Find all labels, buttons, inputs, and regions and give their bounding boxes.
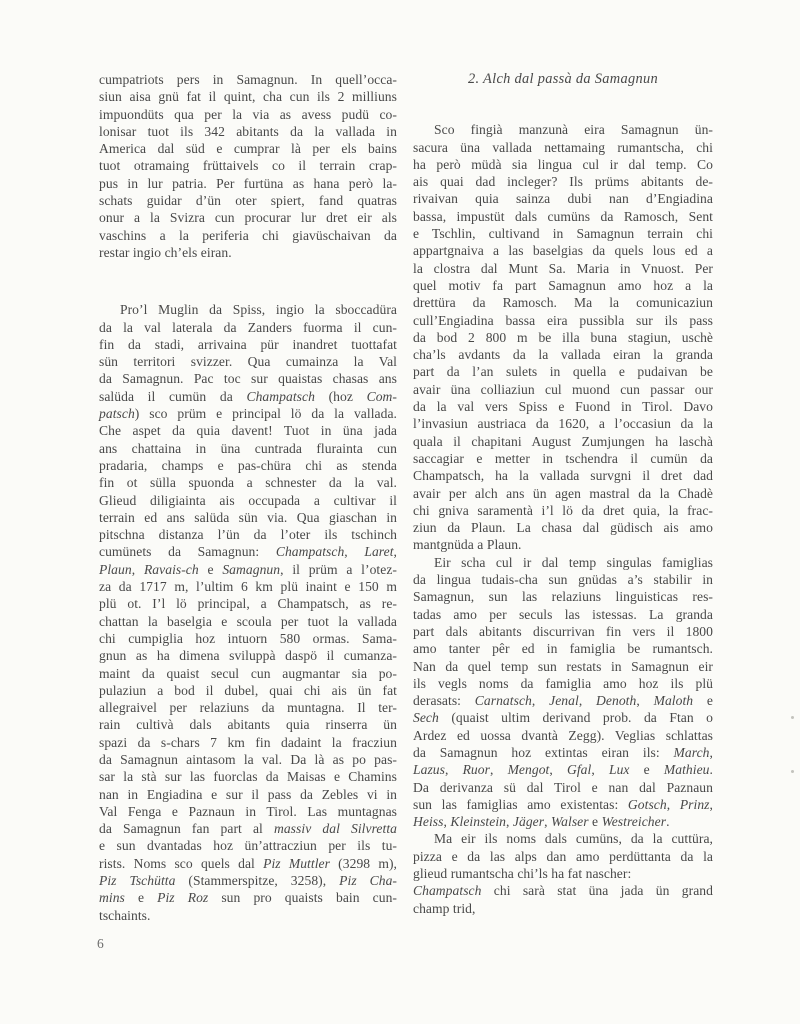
text-line: Che aspet da quia davent! Tuot in üna jada <box>99 423 397 439</box>
text-line: patsch) sco prüm e principal lö da la vallada. <box>99 406 397 422</box>
text-line: l’invasiun austriaca da 1620, a l’occasiun da la <box>413 416 713 432</box>
text-line: cha’ls avdants da la vallada eiran la granda <box>413 347 713 363</box>
text-line: impuondüts qua per la via as avess pudü co- <box>99 106 397 122</box>
text-line: ils vegls noms da famiglia amo hoz ils plü <box>413 675 713 691</box>
text-line: Val Fenga e Paznaun in Tirol. Las muntagnas <box>99 803 397 819</box>
text-line: Plaun, Ravais-ch e Samagnun, il prüm a l’otez- <box>99 561 397 577</box>
text-line: maint da quaist secul cun augmantar sia po- <box>99 665 397 681</box>
text-line: ais quai dad incleger? Ils prüms abitants de- <box>413 174 713 190</box>
text-line: gnun as ha dimena sviluppà daspö il cumanza- <box>99 648 397 664</box>
text-line: restar ingio ch’els eiran. <box>99 244 232 260</box>
text-line: onur a la Svizra cun procurar lur dret eir als <box>99 210 397 226</box>
text-line: rists. Noms sco quels dal Piz Muttler (3298 m), <box>99 855 397 871</box>
text-line: tuot otramaing früttaivels co il terrain crap- <box>99 158 397 174</box>
text-line: fin ot sülla spuonda a schnester da la val. <box>99 475 397 491</box>
text-line: lonisar tuot ils 342 abitants da la vallada in <box>99 123 397 139</box>
text-line: part dals abitants discurrivan fin vers il 1800 <box>413 623 713 639</box>
text-line: siun aisa gnü fat il quint, cha cun ils 2 milliuns <box>99 89 397 105</box>
text-line: bassa, impustüt dals cumüns da Ramosch, Sent <box>413 208 713 224</box>
text-line: e sun dvantadas hoz ün’attracziun per ils tu- <box>99 838 397 854</box>
text-line: Ardez ed uossa dvantà Zegg). Veglias schlattas <box>413 727 713 743</box>
text-line: da Samagnun aintasom la val. Da là as po pas- <box>99 751 397 767</box>
text-line: Sco fingià manzunà eira Samagnun ün- <box>434 122 713 138</box>
text-line: Eir scha cul ir dal temp singulas famiglias <box>434 554 713 570</box>
scan-speck-icon <box>791 770 794 773</box>
text-line: Sech (quaist ultim derivand prob. da Ftan o <box>413 710 713 726</box>
text-line: cumpatriots pers in Samagnun. In quell’occa- <box>99 72 397 87</box>
text-line: Nan da quel temp sun restats in Samagnun eir <box>413 658 713 674</box>
text-line: Champatsch, ha la vallada survgni il dret dad <box>413 468 713 484</box>
text-line: Piz Tschütta (Stammerspitze, 3258), Piz Cha- <box>99 873 398 889</box>
paragraph <box>99 71 397 261</box>
text-line: mantgnüda a Plaun. <box>413 537 522 553</box>
text-line: rivaivan quia sainza dubi nan d’Engiadina <box>413 191 713 207</box>
text-line: pizza e da las alps dan amo perdüttanta da la <box>413 848 713 864</box>
text-line: da bod 2 800 m be illa buna stagiun, uschè <box>413 329 713 345</box>
text-line: Champatsch chi sarà stat üna jada ün grand <box>413 883 713 899</box>
text-line: champ trid, <box>413 900 476 916</box>
right-column-text <box>413 121 713 917</box>
text-line: part da l’an sulets in quella e pudaivan be <box>413 364 713 380</box>
text-line: ans chattaina in üna cuntrada flurainta cun <box>99 440 397 456</box>
text-line: cull’Engiadina bassa eira pussibla sur ils pass <box>413 312 713 328</box>
text-line: Glieud diligiainta ais occupada a cultivar il <box>99 492 397 508</box>
text-line: Da derivanza sü dal Tirol e nan dal Paznaun <box>413 779 713 795</box>
section-heading: 2. Alch dal passà da Samagnun <box>468 71 658 87</box>
text-line: pus in lur patria. Per furtüna as hana però la- <box>99 175 397 191</box>
text-line: za da 1717 m, l’ultim 6 km plü inaint e 150 m <box>99 579 397 595</box>
text-line: da la val vers Spiss e Fuond in Tirol. Davo <box>413 399 713 415</box>
text-line: glieud rumantscha chi’ls ha fat nascher: <box>413 866 632 882</box>
text-line: chi gniva saramentà i’l lö da dret quia, la frac- <box>413 502 713 518</box>
text-line: ha però müdà sia lingua cul ir dal temp. Co <box>413 156 713 172</box>
text-line: vaschins a la periferia chi giavüschaivan da <box>99 227 397 243</box>
paragraph <box>413 121 713 553</box>
text-line: da lingua tudais-cha sun gnüdas a’s stabilir in <box>413 572 713 588</box>
paragraph <box>99 301 397 924</box>
text-line: America dal süd e cumprar là per els bains <box>99 141 397 157</box>
text-line: ziun da Plaun. La chasa dal güdisch ais amo <box>413 520 713 536</box>
text-line: tschaints. <box>99 907 151 923</box>
page-number: 6 <box>97 936 104 951</box>
text-line: nan in Engiadina e sur il pass da Zebles vi in <box>99 786 397 802</box>
text-line: chi cumpiglia hoz intuorn 580 ormas. Sama- <box>99 630 397 646</box>
text-line: Samagnun, sun las relaziuns linguisticas res- <box>413 589 713 605</box>
text-line: quala il chapitani August Zumjungen ha laschà <box>413 433 713 449</box>
text-line: da Samagnun hoz extintas eiran ils: March, <box>413 744 713 760</box>
text-line: Lazus, Ruor, Mengot, Gfal, Lux e Mathieu. <box>413 762 713 778</box>
text-line: sacura üna vallada nettamaing rumantscha, chi <box>413 139 713 155</box>
text-line: pulaziun a bod il dubel, quai chi ais ün fat <box>99 682 397 698</box>
text-line: mins e Piz Roz sun pro quaists bain cun- <box>99 890 397 906</box>
text-line: plü ot. I’l lö principal, a Champatsch, as re- <box>99 596 397 612</box>
text-line: Ma eir ils noms dals cumüns, da la cuttüra, <box>434 831 713 847</box>
text-line: sar la stà sur las fuorclas da Maisas e Chamins <box>99 769 397 785</box>
text-line: avair per alch ans ün agen mastral da la Chadè <box>413 485 713 501</box>
text-line: derasats: Carnatsch, Jenal, Denoth, Maloth e <box>413 693 713 709</box>
text-line: Pro’l Muglin da Spiss, ingio la sboccadüra <box>120 302 397 318</box>
text-line: quel motiv fa part Samagnun amo hoz a la <box>413 277 713 293</box>
text-line: sun las famiglias amo existentas: Gotsch, Prinz, <box>413 796 713 812</box>
text-line: schats guidar d’ün oter spiert, fand quatras <box>99 193 397 209</box>
text-line: allegraivel per relaziuns da muntagna. Il ter- <box>99 700 397 716</box>
text-line: tadas amo per seculs las istessas. La granda <box>413 606 713 622</box>
text-line: fin da stadi, arrivaina pür inandret tuottafat <box>99 336 397 352</box>
text-line: da la val laterala da Zanders fuorma il cun- <box>99 319 397 335</box>
text-line: la clostra dal Munt Sa. Maria in Vnuost. Per <box>413 260 713 276</box>
text-line: terrain ed ans salüda sün via. Qua giaschan in <box>99 509 397 525</box>
text-line: salüda il cumün da Champatsch (hoz Com- <box>99 388 397 404</box>
text-line: appartgnaiva a las baselgias da quels lous ed a <box>413 243 713 259</box>
text-line: amo tanter pêr ed in famiglia be rumantsch. <box>413 641 713 657</box>
scan-speck-icon <box>791 716 794 719</box>
right-column <box>413 71 713 917</box>
paragraph <box>413 830 713 916</box>
left-column <box>99 71 397 924</box>
text-line: da Samagnun fan part al massiv dal Silvretta <box>99 821 397 837</box>
text-line: sün territori svizzer. Qua cumainza la Val <box>99 354 397 370</box>
text-line: Heiss, Kleinstein, Jäger, Walser e Westreicher. <box>413 814 670 830</box>
text-line: rain cultivà dals abitants quia rinserra ün <box>99 717 397 733</box>
text-line: chattan la baselgia e scoula per tuot la vallada <box>99 613 397 629</box>
text-line: da Samagnun. Pac toc sur quaistas chasas ans <box>99 371 397 387</box>
text-line: spazi da s-chars 7 km fin dadaint la fracziun <box>99 734 397 750</box>
text-line: avair üna colliaziun cul muond cun passar our <box>413 381 713 397</box>
text-line: saccagiar e metter in tschendra il cumün da <box>413 450 713 466</box>
text-line: e Tschlin, cultivand in Samagnun terrain chi <box>413 226 713 242</box>
text-line: drettüra da Ramosch. Ma la comunicaziun <box>413 295 713 311</box>
text-line: cumünets da Samagnun: Champatsch, Laret, <box>99 544 397 560</box>
paragraph <box>413 554 713 831</box>
text-line: pradaria, champs e pas-chüra chi as stenda <box>99 457 397 473</box>
text-line: pitschna distanza l’ün da l’oter ils tschinch <box>99 527 397 543</box>
